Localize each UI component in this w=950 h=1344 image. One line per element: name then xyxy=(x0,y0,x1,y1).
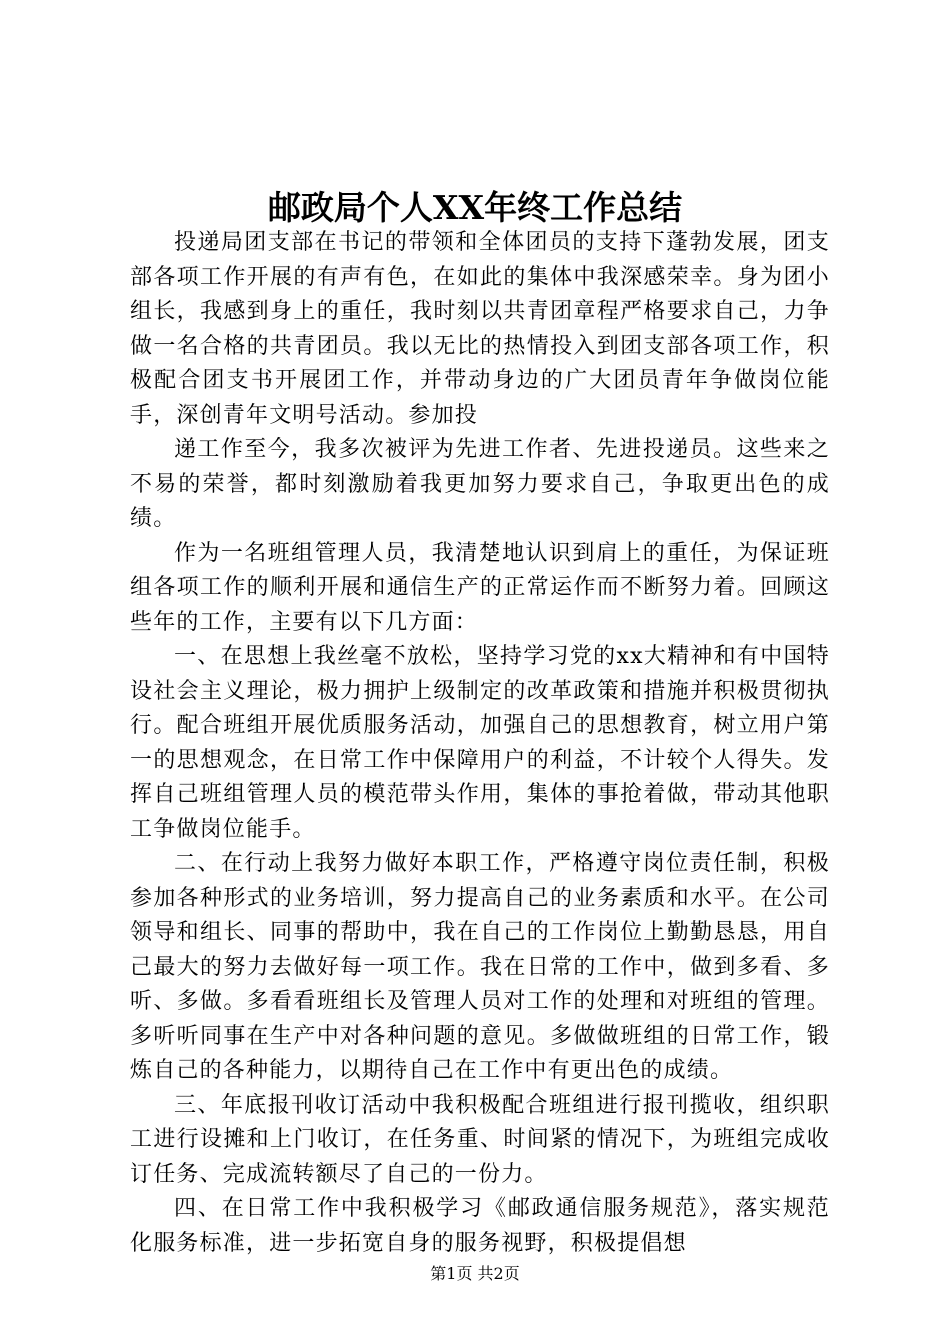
page-number-footer: 第1页 共2页 xyxy=(430,1264,520,1283)
paragraph: 递工作至今，我多次被评为先进工作者、先进投递员。这些来之不易的荣誉，都时刻激励着我更加努力要求自己，争取更出色的成绩。 xyxy=(130,437,830,531)
paragraph: 四、在日常工作中我积极学习《邮政通信服务规范》，落实规范化服务标准，进一步拓宽自身的服务视野，积极提倡想 xyxy=(130,1196,830,1256)
document-title: 邮政局个人XX年终工作总结 xyxy=(267,188,683,227)
paragraph: 一、在思想上我丝毫不放松，坚持学习党的xx大精神和有中国特设社会主义理论，极力拥护上级制定的改革政策和措施并积极贯彻执行。配合班组开展优质服务活动，加强自己的思想教育，树立用户第一的思想观念，在日常工作中保障用户的利益，不计较个人得失。发挥自己班组管理人员的模范带头作用，集体的事抢着做，带动其他职工争做岗位能手。 xyxy=(130,644,830,842)
paragraph: 二、在行动上我努力做好本职工作，严格遵守岗位责任制，积极参加各种形式的业务培训，努力提高自己的业务素质和水平。在公司领导和组长、同事的帮助中，我在自己的工作岗位上勤勤恳恳，用自己最大的努力去做好每一项工作。我在日常的工作中，做到多看、多听、多做。多看看班组长及管理人员对工作的处理和对班组的管理。多听听同事在生产中对各种问题的意见。多做做班组的日常工作，锻炼自己的各种能力，以期待自己在工作中有更出色的成绩。 xyxy=(130,851,830,1083)
paragraph: 三、年底报刊收订活动中我积极配合班组进行报刊揽收，组织职工进行设摊和上门收订，在任务重、时间紧的情况下，为班组完成收订任务、完成流转额尽了自己的一份力。 xyxy=(130,1092,830,1187)
paragraph: 投递局团支部在书记的带领和全体团员的支持下蓬勃发展，团支部各项工作开展的有声有色，在如此的集体中我深感荣幸。身为团小组长，我感到身上的重任，我时刻以共青团章程严格要求自己，力争做一名合格的共青团员。我以无比的热情投入到团支部各项工作，积极配合团支书开展团工作，并带动身边的广大团员青年争做岗位能手，深创青年文明号活动。参加投 xyxy=(130,230,830,428)
document-body xyxy=(130,226,830,1261)
paragraph: 作为一名班组管理人员，我清楚地认识到肩上的重任，为保证班组各项工作的顺利开展和通信生产的正常运作而不断努力着。回顾这些年的工作，主要有以下几方面： xyxy=(130,540,830,635)
